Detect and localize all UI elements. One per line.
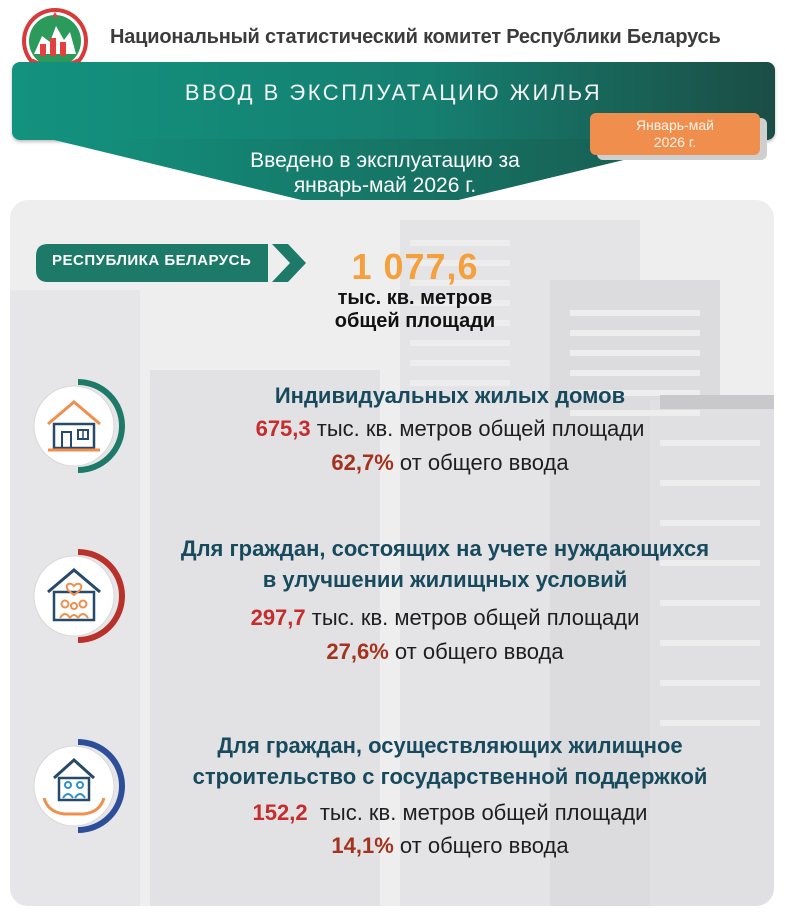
section-1-share-line bbox=[130, 447, 770, 479]
period-line-1: Январь-май bbox=[636, 117, 714, 133]
section-3-title-line-1: Для граждан, осуществляющих жилищное bbox=[217, 733, 683, 758]
banner-title: ВВОД В ЭКСПЛУАТАЦИЮ ЖИЛЬЯ bbox=[184, 80, 603, 105]
hands-house-icon bbox=[30, 738, 126, 834]
section-3-share: 14,1% bbox=[331, 833, 394, 858]
region-label: РЕСПУБЛИКА БЕЛАРУСЬ bbox=[52, 252, 252, 269]
section-1-value-unit: тыс. кв. метров общей площади bbox=[310, 416, 645, 441]
section-2-value: 297,7 bbox=[250, 605, 306, 630]
total-unit-line-2: общей площади bbox=[334, 310, 496, 332]
section-3-value-unit: тыс. кв. метров общей площади bbox=[307, 800, 648, 825]
family-house-icon bbox=[30, 548, 126, 644]
section-3-value-line bbox=[130, 797, 770, 829]
subtitle-line-1: Введено в эксплуатацию за bbox=[250, 149, 520, 172]
section-2-title-line-2: в улучшении жилищных условий bbox=[262, 567, 628, 592]
period-badge bbox=[590, 113, 760, 155]
section-2-share-line bbox=[118, 636, 772, 668]
section-2-title bbox=[118, 533, 772, 595]
period-line-2: 2026 г. bbox=[653, 134, 697, 150]
section-1-share-text: от общего ввода bbox=[393, 450, 569, 475]
section-3-share-text: от общего ввода bbox=[393, 833, 569, 858]
subtitle bbox=[190, 148, 580, 198]
section-2-title-line-1: Для граждан, состоящих на учете нуждающихся bbox=[180, 536, 710, 561]
section-1-value-line bbox=[130, 413, 770, 445]
section-2-share: 27,6% bbox=[326, 639, 389, 664]
section-2-value-line bbox=[118, 602, 772, 634]
total-value: 1 077,6 bbox=[351, 246, 479, 287]
section-3-value: 152,2 bbox=[252, 800, 308, 825]
total-unit-line-1: тыс. кв. метров bbox=[337, 287, 493, 309]
section-3-share-line bbox=[130, 830, 770, 862]
section-1-value: 675,3 bbox=[255, 416, 311, 441]
section-1-title-line: Индивидуальных жилых домов bbox=[274, 383, 626, 408]
section-3-title-line-2: строительство с государственной поддержкой bbox=[192, 764, 708, 789]
house-icon bbox=[30, 378, 126, 474]
section-2-share-text: от общего ввода bbox=[388, 639, 564, 664]
organization-title: Национальный статистический комитет Республики Беларусь bbox=[110, 26, 721, 48]
section-3-title bbox=[130, 730, 770, 792]
subtitle-line-2: январь-май 2026 г. bbox=[293, 174, 477, 197]
total-unit bbox=[280, 287, 550, 333]
section-2-value-unit: тыс. кв. метров общей площади bbox=[305, 605, 640, 630]
section-1-title bbox=[130, 380, 770, 411]
section-1-share: 62,7% bbox=[331, 450, 394, 475]
